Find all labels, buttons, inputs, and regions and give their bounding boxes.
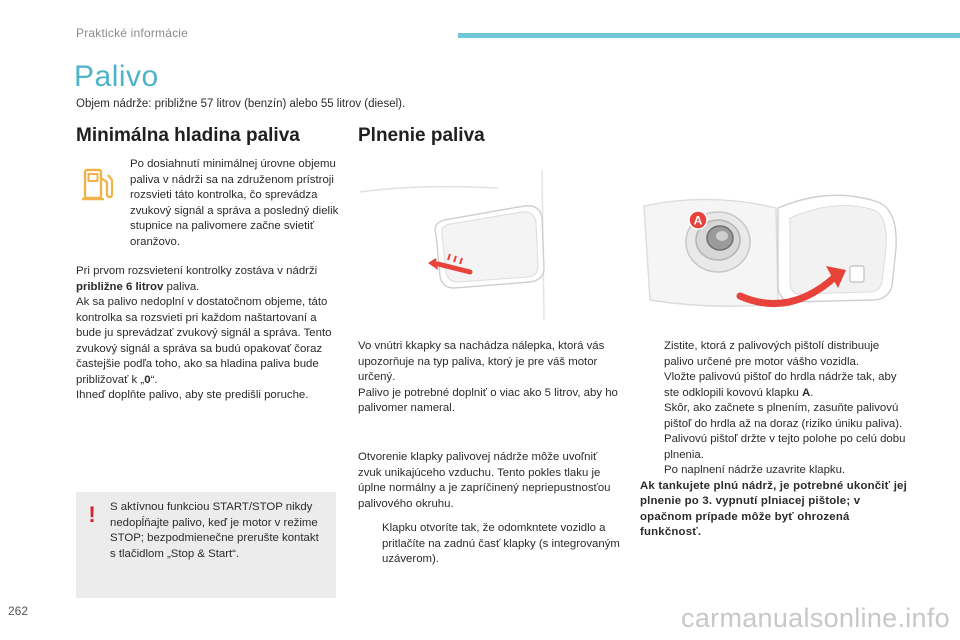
watermark: carmanualsonline.info xyxy=(681,603,950,633)
bullet-arrow-icon xyxy=(640,401,664,432)
image-label-a: A xyxy=(693,213,703,228)
warning-icon: ! xyxy=(88,502,96,527)
full-tank-warning: Ak tankujete plnú nádrž, je potrebné ukončiť jej plnenie po 3. vypnutí plniacej pištole; v opačnom prípade môže byť ohrozená funkčnosť. xyxy=(640,479,907,538)
minimum-level-details xyxy=(76,264,341,404)
label-a-icon xyxy=(689,211,707,229)
fuel-flap-illustration xyxy=(358,170,568,320)
list-item: Skôr, ako začnete s plnením, zasuňte palivovú pištoľ do hrdla až na doraz (riziko úniku paliva). xyxy=(640,401,908,432)
page-subtitle: Objem nádrže: približne 57 litrov (benzín) alebo 55 litrov (diesel). xyxy=(76,98,406,110)
heading-minimum-fuel-level: Minimálna hladina paliva xyxy=(76,125,300,146)
list-item: Po naplnení nádrže uzavrite klapku. xyxy=(640,463,908,479)
bullet-arrow-icon xyxy=(640,370,664,401)
heading-refuelling: Plnenie paliva xyxy=(358,125,485,146)
page-number: 262 xyxy=(8,604,29,618)
fuel-pump-icon xyxy=(80,166,118,204)
refuel-steps-list xyxy=(640,339,908,541)
bullet-arrow-icon xyxy=(640,339,664,370)
open-flap-instruction: Klapku otvoríte tak, že odomkntete vozidlo a pritlačíte na zadnú časť klapky (s integrovaným uzáverom). xyxy=(358,521,620,568)
page-title: Palivo xyxy=(74,60,159,93)
header-rule xyxy=(458,33,960,38)
bullet-arrow-icon xyxy=(358,521,382,568)
bullet-arrow-icon xyxy=(640,432,664,463)
minimum-level-description: Po dosiahnutí minimálnej úrovne objemu paliva v nádrži sa na združenom prístroji rozsvieti táto kontrolka, čo sprevádza zvukový signál a správa a posledný dielik stupnice na palivomere začne svietiť oranžovo. xyxy=(130,158,339,248)
paragraph-first-light: Pri prvom rozsvietení kontrolky zostáva v nádrži približne 6 litrov paliva. xyxy=(76,265,318,293)
warning-text: S aktívnou funkciou START/STOP nikdy nedopĺňajte palivo, keď je motor v režime STOP; bezpodmienečne prerušte kontakt s tlačidlom „Stop & Start“. xyxy=(110,501,319,560)
fuel-filler-illustration xyxy=(640,178,900,328)
list-item: Zistite, ktorá z palivových pištolí distribuuje palivo určené pre motor vášho vozidla. xyxy=(640,339,908,370)
bullet-arrow-icon xyxy=(640,463,664,479)
list-item: Vložte palivovú pištoľ do hrdla nádrže tak, aby ste odklopili kovovú klapku A. xyxy=(640,370,908,401)
list-item: Palivovú pištoľ držte v tejto polohe po celú dobu plnenia. xyxy=(640,432,908,463)
section-label: Praktické informácie xyxy=(76,26,189,40)
paragraph-repeat-signal: Ak sa palivo nedoplní v dostatočnom objeme, táto kontrolka sa rozsvieti pri každom naštartovaní a bude ju sprevádzať zvukový signál a správa. Tento zvukový signál a správa sa budú opakovať čoraz častejšie podľa toho, ako sa hladina paliva bude približovať k „0“. xyxy=(76,296,332,386)
paragraph-refuel-now: Ihneď doplňte palivo, aby ste predišli poruche. xyxy=(76,389,309,401)
pressure-info-text: Otvorenie klapky palivovej nádrže môže uvoľniť zvuk unikajúceho vzduchu. Tento pokles tlaku je úplne normálny a je zapríčinený nepriepustnosťou palivového okruhu. xyxy=(358,451,611,510)
label-info-text: Vo vnútri kkapky sa nachádza nálepka, ktorá vás upozorňuje na typ paliva, ktorý je pre váš motor určený. Palivo je potrebné doplniť o viac ako 5 litrov, aby ho palivomer nameral. xyxy=(358,340,618,414)
